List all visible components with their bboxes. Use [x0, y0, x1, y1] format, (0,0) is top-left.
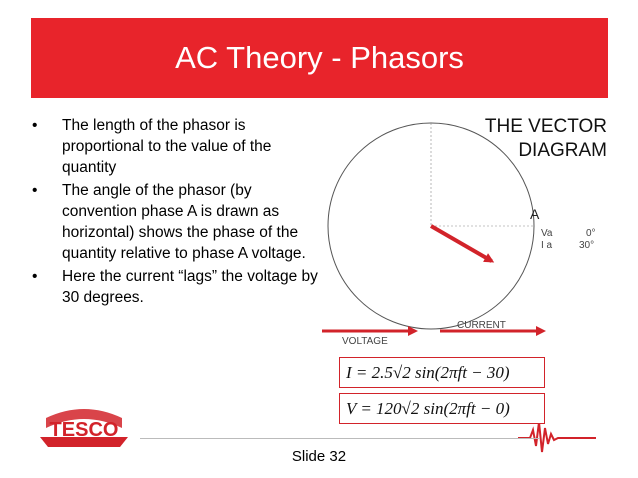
bullet-text: The length of the phasor is proportional to the value of the quantity: [62, 117, 272, 176]
bullet-text: Here the current “lags” the voltage by 30 degrees.: [62, 268, 318, 306]
current-equation: I = 2.5√2 sin(2πft − 30): [339, 357, 545, 388]
current-label: CURRENT: [457, 320, 506, 331]
legend-ia-name: I a: [541, 240, 553, 251]
legend-ia-angle: 30°: [579, 240, 595, 251]
bullet-icon: •: [32, 268, 38, 285]
footer-divider: [140, 438, 540, 439]
slide-number: Slide 32: [291, 448, 347, 465]
legend-va-angle: 0°: [586, 228, 596, 239]
bullet-icon: •: [32, 117, 38, 134]
vector-heading-line2: DIAGRAM: [518, 140, 607, 161]
phase-a-label: A: [530, 206, 540, 222]
voltage-equation: V = 120√2 sin(2πft − 0): [339, 393, 545, 424]
current-phasor-arrow: [431, 226, 492, 261]
bullet-icon: •: [32, 182, 38, 199]
slide-title: AC Theory - Phasors: [175, 40, 464, 75]
bullet-text: The angle of the phasor (by convention phase A is drawn as horizontal) shows the phase of the quantity relative to phase A voltage.: [62, 182, 306, 262]
logo-text: TESCO: [49, 419, 119, 441]
tesco-logo: [40, 409, 128, 447]
voltage-label: VOLTAGE: [342, 336, 388, 347]
vector-heading-line1: THE VECTOR: [484, 116, 607, 137]
legend-va-name: Va: [541, 228, 553, 239]
